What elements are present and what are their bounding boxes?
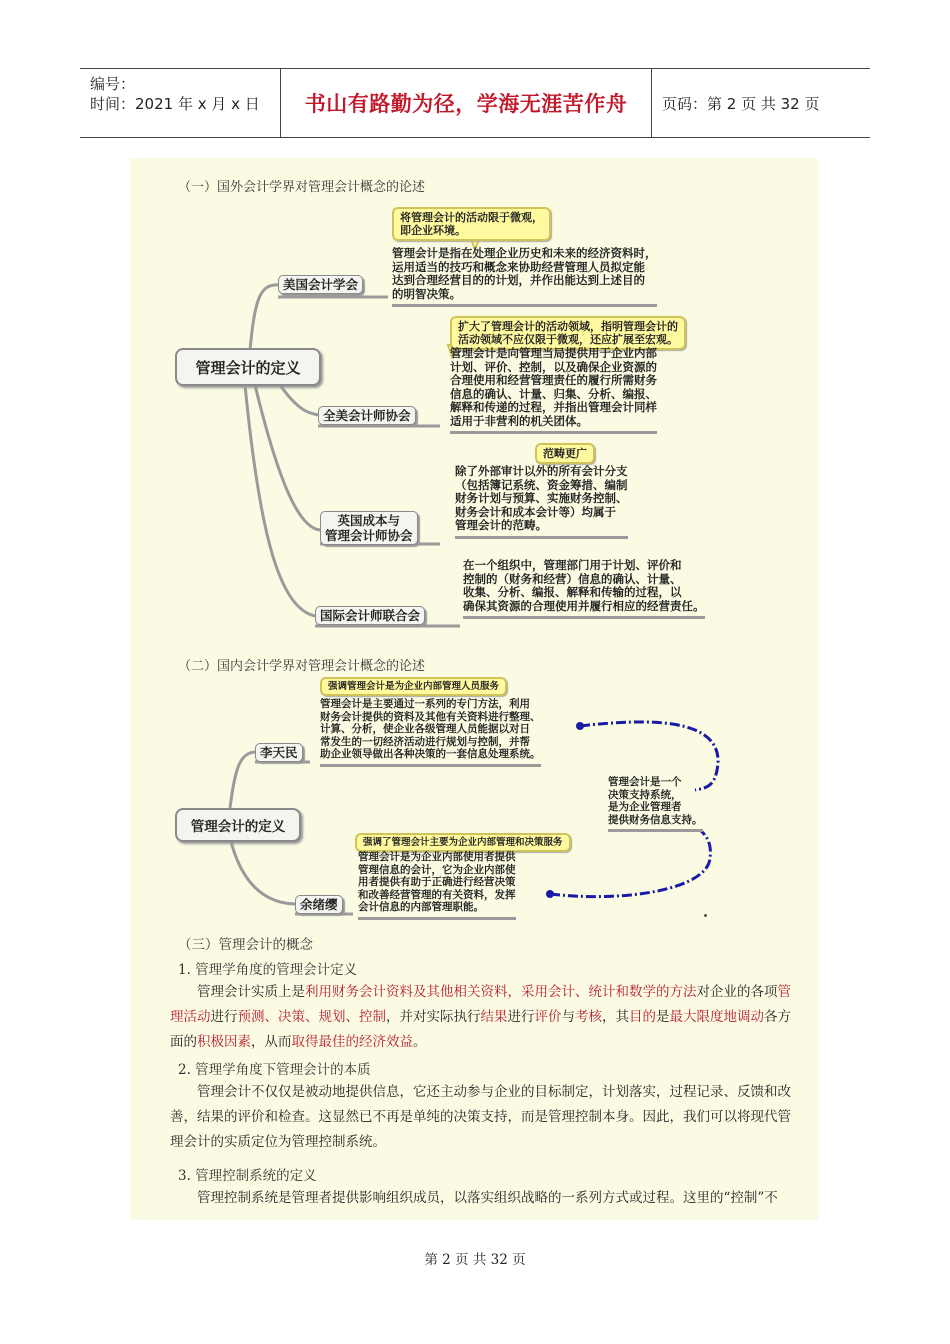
section2-heading: （二）国内会计学界对管理会计概念的论述 [178, 659, 426, 674]
text-run: ，从而 [251, 1034, 292, 1050]
branch-aaa: 美国会计学会 [278, 275, 363, 294]
paragraph-2: 管理会计不仅仅是被动地提供信息，它还主动参与企业的目标制定，计划落实，过程记录、反馈和改善，结果的评价和检查。这显然已不再是单纯的决策支持，而是管理控制本身。因此，我们可以将现代管理会计的实质定位为管理控制系统。 [170, 1084, 791, 1150]
summary-decision-support: 管理会计是一个 决策支持系统， 是为企业管理者 提供财务信息支持。 [608, 776, 703, 832]
branch-li-tianmin: 李天民 [255, 743, 303, 762]
highlighted-phrase: 考核 [575, 1009, 602, 1025]
header-meta-cell [80, 69, 281, 137]
text-run: 进行 [210, 1009, 238, 1025]
subheading-3: 3. 管理控制系统的定义 [178, 1168, 317, 1184]
highlighted-phrase: 积极因素 [197, 1034, 251, 1050]
number-label: 编号： [90, 75, 136, 93]
header-page-cell [652, 69, 870, 137]
content-panel [130, 158, 818, 1220]
connector-branch-1 [250, 285, 280, 350]
note-yu-xuying: 管理会计是为企业内部使用者提供 管理信息的会计，它为企业内部使 用者提供有助于正确进行经营决策 和改善经营管理的有关资料，发挥 会计信息的内部管理职能。 [358, 851, 516, 920]
highlighted-phrase: 评价 [534, 1009, 562, 1025]
highlighted-phrase: 目的 [629, 1009, 656, 1025]
branch-cima: 英国成本与 管理会计师协会 [320, 511, 418, 545]
connector-branch-5 [230, 752, 255, 808]
page-footer: 第 2 页 共 32 页 [424, 1252, 526, 1268]
stray-dot [704, 914, 707, 917]
highlighted-phrase: 取得最佳的经济效益 [291, 1034, 413, 1050]
highlighted-phrase: 最大限度地调动 [669, 1009, 764, 1025]
note-cima: 除了外部审计以外的所有会计分支 （包括簿记系统、资金筹措、编制 财务计划与预算、实施财务控制、 财务会计和成本会计等）均属于 管理会计的范畴。 [455, 465, 628, 539]
branch-nam: 全美会计师协会 [318, 406, 416, 425]
paragraph-3: 管理控制系统是管理者提供影响组织成员，以落实组织战略的一系列方式或过程。这里的“控制”不 [197, 1190, 778, 1206]
section3-heading: （三）管理会计的概念 [178, 937, 313, 953]
branch-ifac: 国际会计师联合会 [315, 606, 425, 625]
connector-branch-4 [245, 385, 315, 616]
motto: 书山有路勤为径，学海无涯苦作舟 [304, 92, 628, 116]
section1-root-node: 管理会计的定义 [175, 348, 321, 386]
highlighted-phrase: 结果 [480, 1009, 508, 1025]
callout-li-tianmin: 强调管理会计是为企业内部管理人员服务 [320, 677, 507, 696]
text-run: 与 [561, 1009, 575, 1025]
connector-branch-6 [230, 838, 295, 904]
text-run: 进行 [507, 1009, 535, 1025]
subheading-2: 2. 管理学角度下管理会计的本质 [178, 1062, 371, 1078]
callout-cima: 范畴更广 [535, 443, 595, 464]
callout-nam: 扩大了管理会计的活动领域，指明管理会计的 活动领域不应仅限于微观，还应扩展至宏观。 [450, 316, 686, 350]
paragraph-1 [170, 980, 800, 1055]
highlighted-phrase: 利用财务会计资料及其他相关资料，采用会计、统计和数学的方法 [305, 984, 697, 1000]
note-li-tianmin: 管理会计是主要通过一系列的专门方法，利用 财务会计提供的资料及其他有关资料进行整理、 计算、分析，使企业各级管理人员能据以对日 常发生的一切经济活动进行规划与控制，并帮 助企业领导做出各种决策的一套信息处理系统。 [320, 698, 541, 767]
arrow-start-dot-1 [576, 722, 584, 730]
branch-yu-xuying: 余绪缨 [295, 895, 343, 914]
text-run: ，其 [602, 1009, 629, 1025]
arrow-start-dot-2 [546, 890, 554, 898]
callout-aaa: 将管理会计的活动限于微观， 即企业环境。 [392, 207, 551, 241]
text-run: 。 [413, 1034, 427, 1050]
note-ifac: 在一个组织中，管理部门用于计划、评价和 控制的（财务和经营）信息的确认、计量、 收集、分析、编报、解释和传输的过程，以 确保其资源的合理使用并履行相应的经营责任。 [463, 559, 705, 619]
text-run: 对企业的各项 [696, 984, 778, 1000]
document-header [80, 68, 870, 138]
note-aaa: 管理会计是指在处理企业历史和未来的经济资料时， 运用适当的技巧和概念来协助经营管理人员拟定能 达到合理经营目的的计划，并作出能达到上述目的 的明智决策。 [392, 247, 657, 307]
time-label: 时间：2021 年 x 月 x 日 [90, 95, 260, 113]
text-run: 是 [656, 1009, 670, 1025]
text-run: 各方面的 [170, 1009, 791, 1050]
callout-yu-xuying: 强调了管理会计主要为企业内部管理和决策服务 [355, 833, 571, 852]
highlighted-phrase: 预测、决策、规划、控制 [237, 1009, 386, 1025]
text-run: 管理会计实质上是 [197, 984, 305, 1000]
connector-yu-summary [550, 830, 710, 897]
header-motto-cell [281, 69, 652, 137]
page-info: 页码：第 2 页 共 32 页 [662, 94, 820, 113]
text-run: ，并对实际执行 [386, 1009, 481, 1025]
connector-branch-2 [280, 385, 318, 415]
highlighted-phrase: 管理活动 [170, 984, 791, 1025]
note-nam: 管理会计是向管理当局提供用于企业内部 计划、评价、控制，以及确保企业资源的 合理使用和经营管理责任的履行所需财务 信息的确认、计量、归集、分析、编报、 解释和传递的过程，并指出管理会计同样 适用于非营利的机关团体。 [450, 347, 657, 434]
section2-root-node: 管理会计的定义 [175, 808, 301, 842]
connector-branch-3 [255, 385, 320, 530]
section1-heading: （一）国外会计学界对管理会计概念的论述 [178, 180, 426, 195]
subheading-1: 1. 管理学角度的管理会计定义 [178, 962, 358, 978]
